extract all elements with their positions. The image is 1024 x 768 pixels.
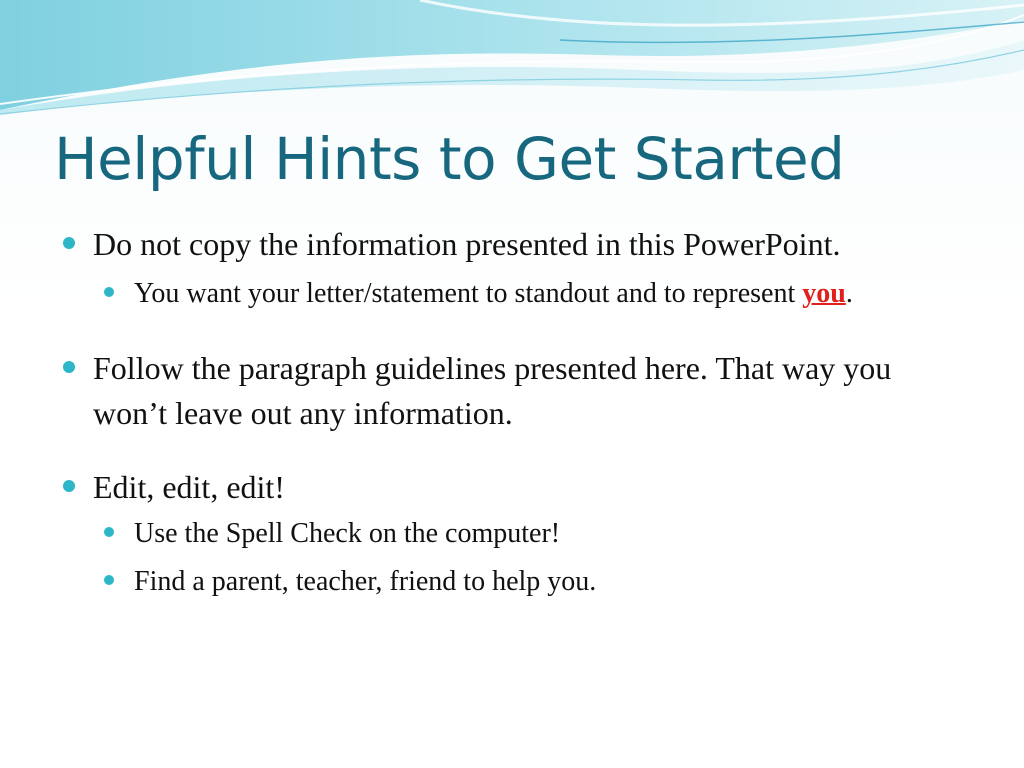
bullet-icon: [63, 237, 75, 249]
bullet-text: Do not copy the information presented in this PowerPoint.: [93, 226, 841, 262]
sub-bullet-text: Find a parent, teacher, friend to help you.: [134, 566, 597, 597]
bullet-item: [60, 465, 960, 510]
sub-bullet-item: [101, 561, 960, 603]
sub-bullet-text: Use the Spell Check on the computer!: [134, 518, 561, 549]
wave-decoration: [0, 0, 1024, 120]
bullet-icon: [63, 480, 75, 492]
bullet-text: Follow the paragraph guidelines presented here. That way you won’t leave out any information.: [93, 350, 892, 431]
bullet-item: [60, 222, 853, 267]
bullet-item: [60, 346, 973, 436]
sub-bullet-text: You want your letter/statement to standout and to represent: [134, 278, 803, 309]
bullet-icon: [63, 361, 75, 373]
bullet-icon: [104, 287, 114, 297]
bullet-icon: [104, 575, 114, 585]
bullet-list: [60, 222, 960, 603]
bullet-text: Edit, edit, edit!: [93, 469, 285, 505]
highlight-text: you: [802, 278, 846, 309]
bullet-icon: [104, 527, 114, 537]
slide-title: Helpful Hints to Get Started: [54, 125, 845, 193]
sub-bullet-item: [101, 513, 960, 555]
sub-bullet-item: [101, 273, 894, 315]
sub-bullet-text-end: .: [845, 278, 853, 309]
